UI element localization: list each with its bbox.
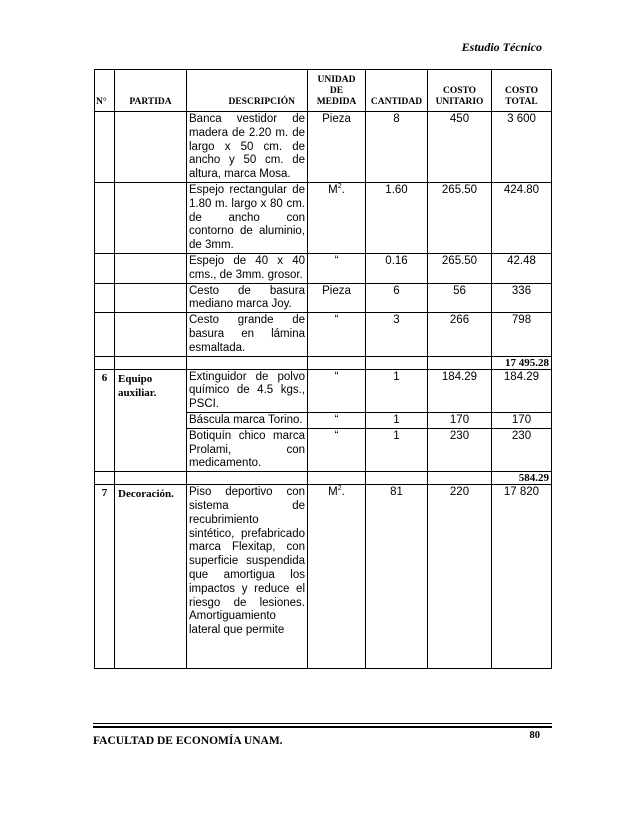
table-header-row [95,70,552,112]
item-total-cost: 184.29 [492,369,552,412]
page-number: 80 [529,730,540,741]
item-quantity: 3 [366,313,428,356]
item-unit: “ [308,412,366,428]
table-row [95,369,552,412]
item-total-cost: 336 [492,283,552,313]
footer-rule-thick [93,726,552,728]
subtotal-row [95,356,552,369]
col-header-costo-unitario-line2: UNITARIO [435,97,484,107]
item-description: Báscula marca Torino. [187,412,308,428]
subtotal-value: 17 495.28 [492,356,552,369]
table-row [95,253,552,283]
item-description: Botiquín chico marca Prolami, con medicamento. [187,428,308,471]
item-description: Espejo de 40 x 40 cms., de 3mm. grosor. [187,253,308,283]
unit-exponent: 2 [337,485,342,493]
col-header-costo-total-line1: COSTO [504,86,539,96]
item-total-cost: 42.48 [492,253,552,283]
item-total-cost: 3 600 [492,112,552,183]
item-unit: Pieza [308,112,366,183]
unit-exponent: 2 [337,183,342,191]
item-unit-cost: 230 [428,428,492,471]
item-total-cost: 798 [492,313,552,356]
unit-base: M [328,486,338,499]
item-description: Extinguidor de polvo químico de 4.5 kgs., PSCI. [187,369,308,412]
col-header-unidad-line3: MEDIDA [316,97,357,107]
col-header-costo-total-line2: TOTAL [505,97,538,107]
item-unit-cost: 450 [428,112,492,183]
item-unit-cost: 220 [428,485,492,669]
item-quantity: 1 [366,428,428,471]
section-partida: Decoración. [115,485,187,669]
item-unit: “ [308,369,366,412]
col-header-costo-unitario-line1: COSTO [442,86,477,96]
item-description: Piso deportivo con sistema de recubrimiento sintético, prefabricado marca Flexitap, con superficie suspendida que amortigua los impactos y reduce el riesgo de lesiones. Amortiguamiento lateral que permite [187,485,308,669]
subtotal-row [95,472,552,485]
footer-institution: FACULTAD DE ECONOMÍA UNAM. [93,735,283,747]
col-header-costo-total [492,70,552,112]
col-header-partida: PARTIDA [115,70,187,112]
unit-suffix: . [341,486,345,499]
col-header-costo-unitario [428,70,492,112]
unit-suffix: . [341,183,345,196]
table-row [95,283,552,313]
item-description: Banca vestidor de madera de 2.20 m. de largo x 50 cm. de ancho y 50 cm. de altura, marca Mosa. [187,112,308,183]
cost-table [94,69,552,669]
item-total-cost: 17 820 [492,485,552,669]
item-quantity: 81 [366,485,428,669]
table-row [95,182,552,253]
section-number: 7 [95,485,115,669]
col-header-cantidad: CANTIDAD [366,70,428,112]
item-description: Espejo rectangular de 1.80 m. largo x 80 cm. de ancho con contorno de aluminio, de 3mm. [187,182,308,253]
col-header-number: N° [95,70,115,112]
item-unit: “ [308,313,366,356]
item-total-cost: 424.80 [492,182,552,253]
unit-base: M [328,183,338,196]
item-unit-cost: 266 [428,313,492,356]
item-unit-cost: 265.50 [428,182,492,253]
table-row [95,485,552,669]
item-quantity: 0.16 [366,253,428,283]
item-quantity: 1 [366,412,428,428]
item-unit [308,182,366,253]
section-partida: Equipo auxiliar. [115,369,187,472]
item-unit-cost: 170 [428,412,492,428]
col-header-descripcion: DESCRIPCIÓN [187,70,308,112]
item-description: Cesto de basura mediano marca Joy. [187,283,308,313]
item-total-cost: 230 [492,428,552,471]
item-unit-cost: 265.50 [428,253,492,283]
subtotal-value: 584.29 [492,472,552,485]
col-header-unidad-line2: DE [329,86,344,96]
col-header-unidad [308,70,366,112]
item-quantity: 6 [366,283,428,313]
item-description: Cesto grande de basura en lámina esmaltada. [187,313,308,356]
item-unit: Pieza [308,283,366,313]
item-quantity: 1 [366,369,428,412]
item-unit: “ [308,428,366,471]
item-unit-cost: 184.29 [428,369,492,412]
table-row [95,112,552,183]
item-unit-cost: 56 [428,283,492,313]
item-quantity: 8 [366,112,428,183]
item-total-cost: 170 [492,412,552,428]
running-header: Estudio Técnico [461,40,542,54]
item-unit: “ [308,253,366,283]
table-row [95,313,552,356]
col-header-unidad-line1: UNIDAD [317,75,356,85]
footer-rule-thin [93,723,552,724]
item-unit [308,485,366,669]
cost-table-container [94,69,551,714]
section-number: 6 [95,369,115,472]
item-quantity: 1.60 [366,182,428,253]
